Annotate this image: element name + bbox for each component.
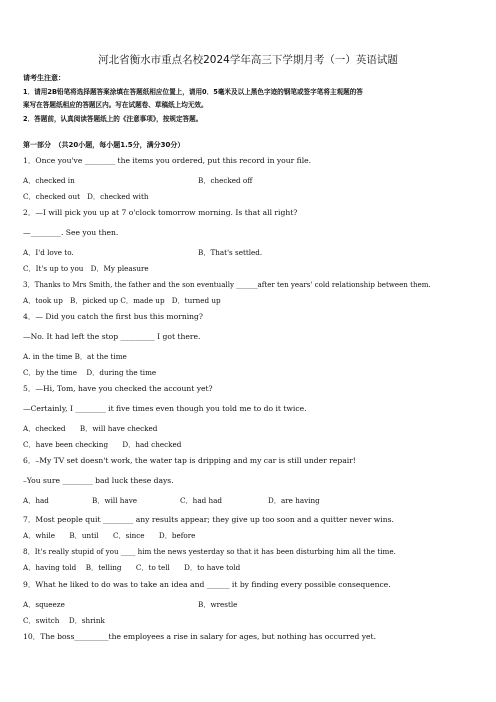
question-9: 9．What he liked to do was to take an idea and ______ it by finding every possible consequence. — [23, 580, 391, 589]
option: C．by the time D．during the time — [23, 368, 157, 377]
question-5: 5．—Hi, Tom, have you checked the account yet? — [23, 384, 213, 393]
option: C．checked out D．checked with — [23, 192, 149, 201]
option: A．having told B．telling C．to tell D．to have told — [23, 563, 241, 572]
question-1: 1．Once you've ________ the items you ordered, put this record in your file. — [23, 156, 312, 165]
page-title: 河北省衡水市重点名校2024学年高三下学期月考（一）英语试题 — [98, 54, 398, 66]
option: A．took up B．picked up C．made up D．turned up — [23, 296, 221, 305]
question-2-reply: —________. See you then. — [23, 228, 119, 237]
question-5-reply: —Certainly, I ________ it five times even though you told me to do it twice. — [23, 404, 307, 413]
notice-line-2: 案写在答题纸相应的答题区内。写在试题卷、草稿纸上均无效。 — [23, 101, 208, 109]
option: A．had — [23, 496, 49, 505]
question-8: 8．It's really stupid of you ____ him the news yesterday so that it has been disturbing him all the time. — [23, 547, 396, 556]
option: A．checked in — [23, 176, 75, 185]
question-6-reply: –You sure ________ bad luck these days. — [23, 476, 174, 485]
option: B．will have — [92, 496, 138, 505]
notice-heading: 请考生注意： — [23, 74, 65, 82]
section-heading: 第一部分 （共20小题，每小题1.5分，满分30分） — [23, 141, 185, 149]
option: C．had had — [180, 496, 223, 505]
option: A．checked B．will have checked — [23, 424, 158, 433]
option: C．switch D．shrink — [23, 616, 105, 625]
question-2: 2．—I will pick you up at 7 o'clock tomorrow morning. Is that all right? — [23, 208, 298, 217]
option: C．have been checking D．had checked — [23, 440, 182, 449]
option: B．wrestle — [198, 600, 238, 609]
option: D．are having — [268, 496, 320, 505]
option: C．It's up to you D．My pleasure — [23, 264, 149, 273]
question-6: 6．–My TV set doesn't work, the water tap is dripping and my car is still under repair! — [23, 456, 356, 465]
question-7: 7．Most people quit ________ any results appear; they give up too soon and a quitter never wins. — [23, 515, 394, 524]
question-4: 4．— Did you catch the first bus this morning? — [23, 312, 203, 321]
option: B．checked off — [198, 176, 253, 185]
option: A．I'd love to. — [23, 248, 74, 257]
question-4-reply: —No. It had left the stop _________ I got there. — [23, 332, 201, 341]
option: A. in the time B．at the time — [23, 352, 127, 361]
notice-line-3: 2．答题前，认真阅读答题纸上的《注意事项》，按规定答题。 — [23, 115, 203, 123]
notice-line-1: 1．请用2B铅笔将选择题答案涂填在答题纸相应位置上，请用0．5毫米及以上黑色字迹的钢笔或签字笔将主观题的答 — [23, 88, 363, 96]
option: A．squeeze — [23, 600, 65, 609]
question-10: 10．The boss_________the employees a rise in salary for ages, but nothing has occurred yet. — [23, 632, 376, 641]
option: A．while B．until C．since D．before — [23, 531, 196, 540]
option: B．That's settled. — [198, 248, 263, 257]
question-3: 3．Thanks to Mrs Smith, the father and the son eventually ______after ten years' cold relationship between them. — [23, 280, 431, 289]
